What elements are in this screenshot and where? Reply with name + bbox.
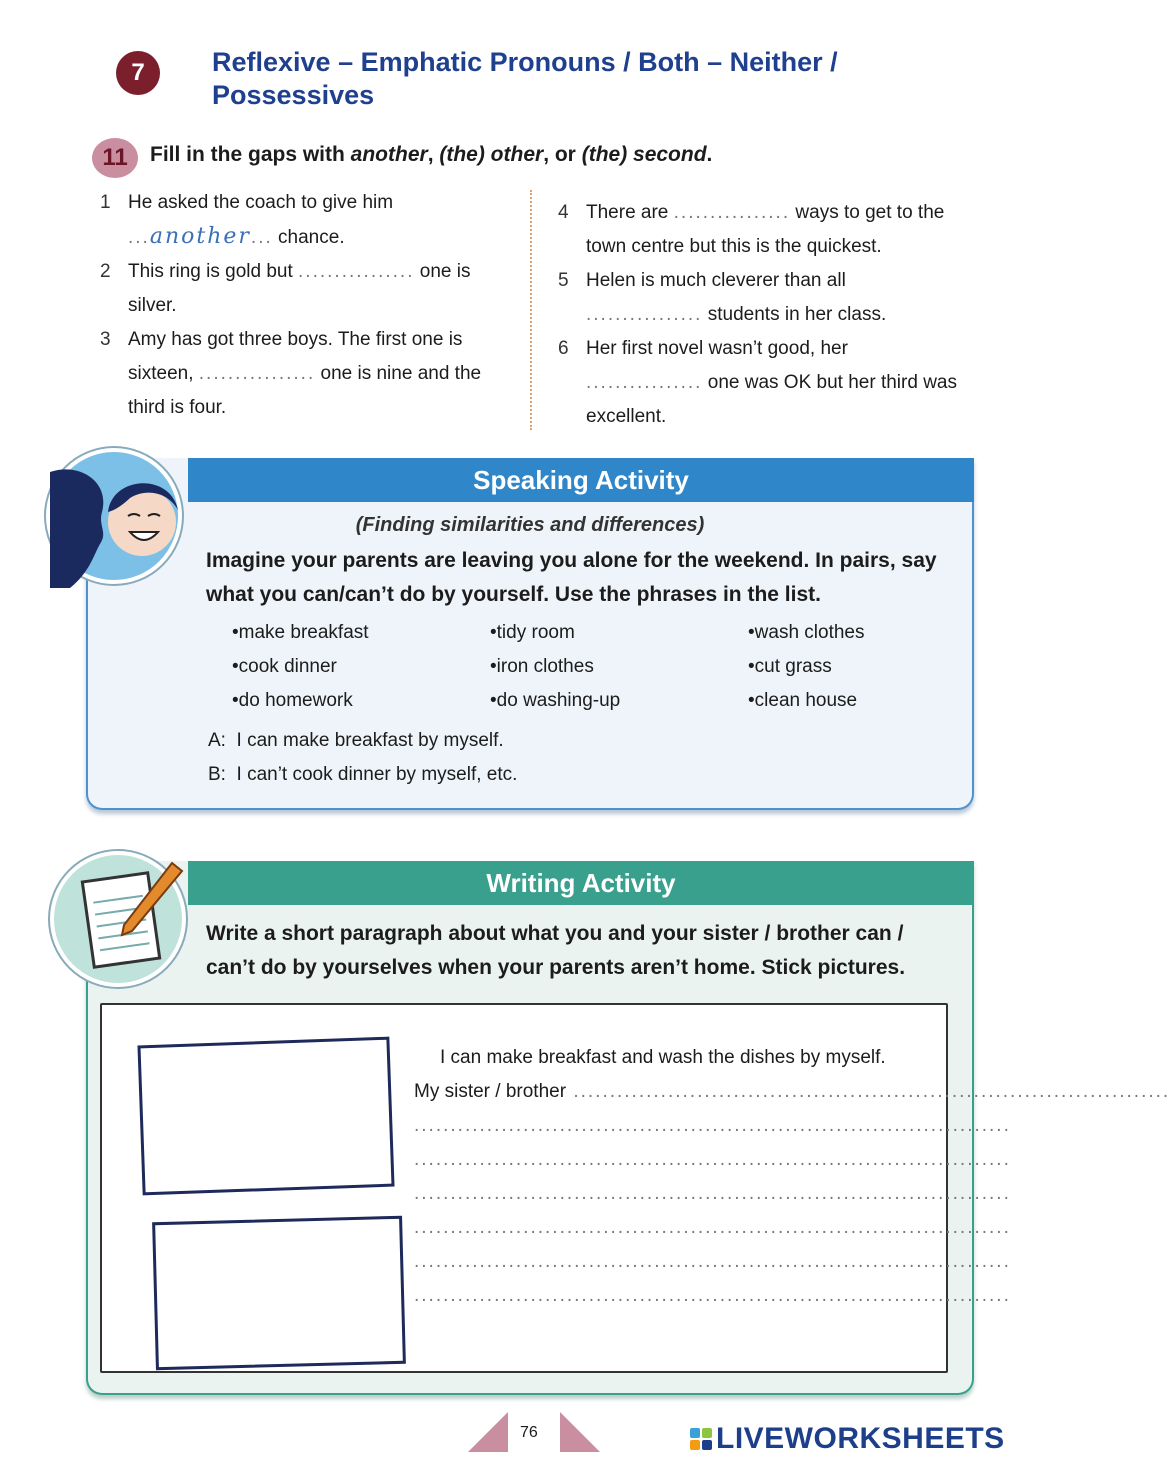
writing-line[interactable]: ..................................................................................: [414, 1183, 1011, 1204]
item-text: chance.: [278, 227, 345, 248]
writing-line[interactable]: ..................................................................................: [414, 1149, 1011, 1170]
phrase-item: • clean house: [748, 684, 952, 718]
item-text: one is silver.: [128, 261, 471, 316]
answer-gap-4[interactable]: ................: [673, 202, 791, 223]
page-number: 76: [520, 1424, 538, 1441]
speaking-subtitle: (Finding similarities and differences): [355, 514, 705, 536]
item-text: one is nine and the third is four.: [128, 363, 482, 418]
speaking-instruction: Imagine your parents are leaving you alone for the weekend. In pairs, say what you can/can’t do by yourself. Use the phrases in the list.: [206, 549, 937, 606]
instruction-word-other: (the) other: [439, 143, 544, 166]
phrase-item: • tidy room: [490, 616, 748, 650]
speaking-activity-title: Speaking Activity: [188, 458, 974, 502]
liveworksheets-logo: [690, 1422, 1005, 1456]
item-number: 5: [558, 270, 569, 291]
phrase-item: • make breakfast: [232, 616, 490, 650]
answer-gap-5[interactable]: ................: [586, 304, 703, 325]
item-number: 2: [100, 261, 111, 282]
item-text: There are: [586, 202, 669, 223]
example-a: [208, 724, 504, 758]
speaker-label: B:: [208, 764, 226, 785]
item-number: 3: [100, 329, 111, 350]
item-number: 6: [558, 338, 569, 359]
item-text: ways to get to the town centre but this is the quickest.: [586, 202, 945, 257]
answer-gap-3[interactable]: ................: [198, 363, 316, 384]
speaker-label: A:: [208, 730, 226, 751]
phrase-list: [232, 616, 952, 718]
instruction-text: Fill in the gaps with: [150, 143, 351, 166]
unit-number-badge: [116, 51, 160, 95]
exercise-instruction: [150, 143, 712, 167]
unit-title: Reflexive – Emphatic Pronouns / Both – Neither / Possessives: [212, 47, 838, 110]
unit-number: 7: [131, 59, 145, 86]
exercise-column-right: [558, 196, 978, 434]
writing-instruction: Write a short paragraph about what you and your sister / brother can / can’t do by yourselves when your parents aren’t home. Stick pictures.: [206, 922, 906, 979]
next-page-tab: [560, 1412, 600, 1452]
dots: ..................................................................................: [573, 1081, 1170, 1102]
exercise-item-2: [100, 255, 510, 323]
liveworksheets-icon: [690, 1428, 712, 1450]
phrase-item: • iron clothes: [490, 650, 748, 684]
item-text: Her first novel wasn’t good, her: [586, 338, 848, 359]
phrase-item: • do homework: [232, 684, 490, 718]
item-text: students in her class.: [707, 304, 887, 325]
column-divider: [530, 190, 532, 430]
writing-lines: [414, 1041, 1170, 1313]
example-b: [208, 758, 517, 792]
instruction-word-another: another: [350, 143, 428, 166]
handwritten-answer: another: [149, 224, 251, 249]
item-number: 4: [558, 202, 569, 223]
writing-line[interactable]: ..................................................................................: [414, 1217, 1011, 1238]
item-number: 1: [100, 192, 111, 213]
phrase-item: • do washing-up: [490, 684, 748, 718]
item-text: He asked the coach to give him: [128, 192, 394, 213]
writing-prompt: My sister / brother: [414, 1081, 567, 1102]
exercise-column-left: [100, 186, 510, 425]
writing-line[interactable]: ..................................................................................: [414, 1115, 1011, 1136]
example-text: I can’t cook dinner by myself, etc.: [236, 764, 518, 785]
writing-line[interactable]: ..................................................................................: [414, 1251, 1011, 1272]
example-text: I can make breakfast by myself.: [236, 730, 504, 751]
instruction-sep: , or: [543, 143, 582, 166]
phrase-item: • cut grass: [748, 650, 952, 684]
item-text: This ring is gold but: [128, 261, 293, 282]
brand-name: LIVEWORKSHEETS: [716, 1422, 1005, 1455]
speaking-activity-panel: [86, 458, 974, 810]
instruction-end: .: [706, 143, 713, 166]
writing-line[interactable]: ..................................................................................: [414, 1285, 1011, 1306]
exercise-number-badge: [92, 138, 138, 178]
exercise-item-4: [558, 196, 978, 264]
item-text: one was OK but her third was excellent.: [586, 372, 957, 427]
answer-gap-2[interactable]: ................: [298, 261, 415, 282]
prev-page-tab: [468, 1412, 508, 1452]
item-text: Helen is much cleverer than all: [586, 270, 846, 291]
phrase-item: • wash clothes: [748, 616, 952, 650]
exercise-item-1: [100, 186, 510, 255]
item-text: Amy has got three boys. The first one is sixteen,: [128, 329, 463, 384]
instruction-sep: ,: [427, 143, 440, 166]
picture-frame-bottom[interactable]: [152, 1216, 406, 1370]
writing-example-line: I can make breakfast and wash the dishes by myself.: [440, 1047, 886, 1068]
speaking-faces-icon: [46, 448, 182, 584]
instruction-word-second: (the) second: [581, 143, 707, 166]
exercise-number: 11: [102, 144, 128, 171]
answer-gap-1[interactable]: ...another...: [128, 224, 273, 249]
exercise-item-3: [100, 323, 510, 425]
answer-gap-6[interactable]: ................: [586, 372, 703, 393]
exercise-item-5: [558, 264, 978, 332]
writing-activity-title: Writing Activity: [188, 861, 974, 905]
phrase-item: • cook dinner: [232, 650, 490, 684]
picture-frame-top[interactable]: [137, 1037, 394, 1196]
notepad-pencil-icon: [50, 851, 186, 987]
writing-activity-panel: [86, 861, 1170, 1395]
writing-line-sister-brother[interactable]: [414, 1075, 1170, 1109]
exercise-item-6: [558, 332, 978, 434]
